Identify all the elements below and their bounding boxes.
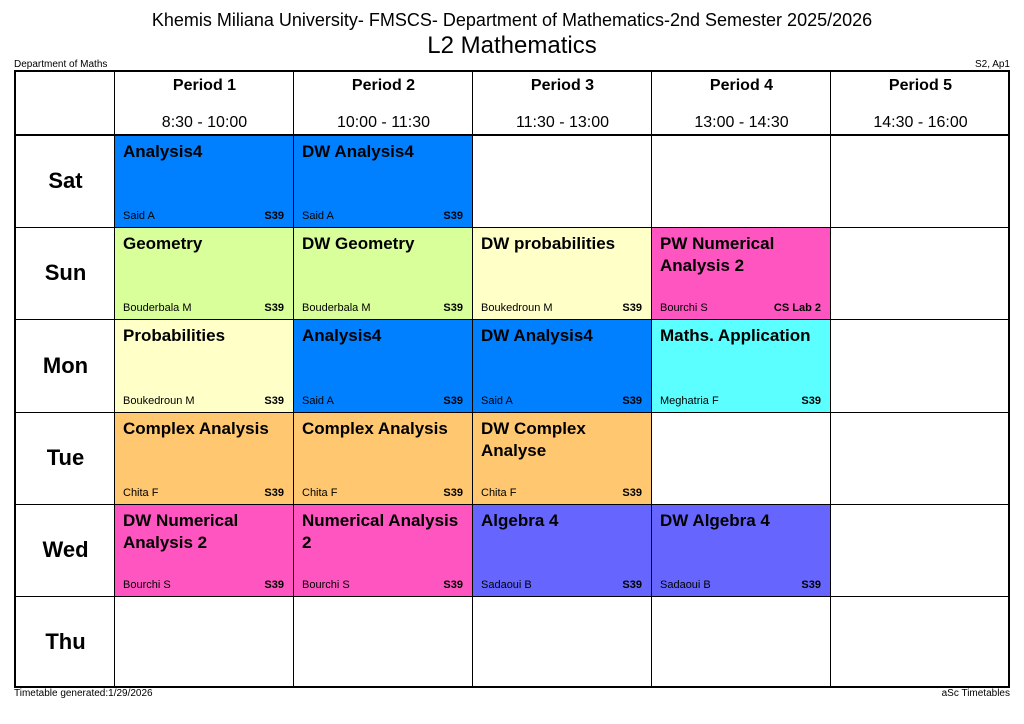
period-time: 11:30 - 13:00: [515, 114, 610, 131]
grid-line: [16, 227, 1008, 228]
lesson-cell[interactable]: [115, 412, 294, 504]
lesson-teacher: Bouderbala M: [302, 302, 371, 315]
grid-line: [293, 72, 294, 686]
lesson-cell[interactable]: [473, 319, 652, 411]
period-header: Period 1: [172, 77, 237, 94]
grid-line: [16, 134, 1008, 136]
timetable-grid: [14, 70, 1010, 688]
period-time: 13:00 - 14:30: [694, 114, 789, 131]
lesson-room: S39: [443, 302, 463, 315]
lesson-room: S39: [622, 302, 642, 315]
grid-line: [16, 504, 1008, 505]
period-time: 10:00 - 11:30: [336, 114, 431, 131]
lesson-teacher: Bouderbala M: [123, 302, 192, 315]
grid-line: [830, 72, 831, 686]
day-label: Wed: [42, 536, 89, 562]
lesson-subject: DW Analysis4: [302, 142, 414, 161]
period-header: Period 5: [888, 77, 953, 94]
lesson-room: S39: [622, 486, 642, 499]
lesson-subject: DW Complex Analyse: [481, 418, 586, 460]
day-label: Mon: [42, 352, 89, 378]
lesson-room: S39: [443, 578, 463, 591]
lesson-room: S39: [801, 394, 821, 407]
lesson-room: S39: [264, 302, 284, 315]
lesson-teacher: Sadaoui B: [481, 578, 532, 591]
lesson-teacher: Said A: [123, 210, 155, 223]
lesson-subject: Probabilities: [123, 326, 226, 346]
grid-line: [651, 72, 652, 686]
lesson-subject: DW Geometry: [302, 234, 415, 254]
day-label: Thu: [45, 629, 86, 655]
lesson-subject: Maths. Application: [660, 326, 811, 346]
lesson-room: S39: [443, 210, 463, 223]
lesson-subject: Complex Analysis: [123, 418, 269, 438]
lesson-cell[interactable]: [115, 135, 294, 227]
lesson-cell[interactable]: [473, 227, 652, 319]
lesson-teacher: Meghatria F: [660, 394, 719, 407]
lesson-room: S39: [264, 486, 284, 499]
lesson-cell[interactable]: [473, 504, 652, 596]
lesson-teacher: Chita F: [481, 486, 517, 499]
period-header: Period 3: [530, 77, 595, 94]
lesson-cell[interactable]: [294, 504, 473, 596]
grid-line: [16, 319, 1008, 320]
lesson-subject: DW Numerical Analysis 2: [123, 510, 239, 552]
day-label: Sun: [44, 260, 87, 286]
lesson-subject: DW Algebra 4: [660, 510, 770, 530]
day-label: Tue: [46, 444, 85, 470]
period-header: Period 2: [351, 77, 416, 94]
lesson-room: S39: [622, 394, 642, 407]
lesson-teacher: Bourchi S: [302, 578, 350, 591]
lesson-subject: Algebra 4: [481, 510, 559, 530]
lesson-room: S39: [443, 486, 463, 499]
generated-date: Timetable generated:1/29/2026: [14, 688, 153, 699]
period-time: 14:30 - 16:00: [873, 114, 968, 131]
lesson-subject: Geometry: [123, 234, 203, 254]
lesson-subject: DW probabilities: [481, 234, 616, 254]
lesson-cell[interactable]: [115, 319, 294, 411]
grid-line: [472, 72, 473, 686]
lesson-room: S39: [264, 210, 284, 223]
lesson-subject: Analysis4: [302, 326, 382, 346]
lesson-teacher: Chita F: [123, 486, 159, 499]
lesson-teacher: Said A: [481, 394, 513, 407]
lesson-cell[interactable]: [652, 319, 831, 411]
lesson-cell[interactable]: [115, 227, 294, 319]
lesson-subject: Analysis4: [123, 142, 203, 161]
lesson-cell[interactable]: [294, 412, 473, 504]
period-header: Period 4: [709, 77, 774, 94]
lesson-subject: Numerical Analysis 2: [302, 510, 459, 552]
lesson-cell[interactable]: [652, 227, 831, 319]
lesson-cell[interactable]: [473, 412, 652, 504]
grid-line: [114, 72, 115, 686]
day-label: Sat: [48, 168, 83, 194]
grid-line: [16, 596, 1008, 597]
lesson-subject: DW Analysis4: [481, 326, 593, 346]
period-time: 8:30 - 10:00: [161, 114, 248, 131]
lesson-teacher: Boukedroun M: [481, 302, 553, 315]
lesson-teacher: Bourchi S: [123, 578, 171, 591]
department-note: Department of Maths: [14, 59, 108, 70]
lesson-cell[interactable]: [294, 135, 473, 227]
lesson-teacher: Said A: [302, 394, 334, 407]
page-title: Khemis Miliana University- FMSCS- Department of Mathematics-2nd Semester 2025/2026: [151, 10, 873, 30]
class-code-note: S2, Ap1: [974, 59, 1010, 70]
lesson-room: S39: [264, 394, 284, 407]
lesson-subject: Complex Analysis: [302, 418, 448, 438]
lesson-cell[interactable]: [652, 504, 831, 596]
lesson-room: S39: [264, 578, 284, 591]
class-name-title: L2 Mathematics: [427, 32, 597, 59]
lesson-cell[interactable]: [294, 227, 473, 319]
lesson-room: CS Lab 2: [773, 302, 821, 315]
lesson-teacher: Chita F: [302, 486, 338, 499]
lesson-room: S39: [801, 578, 821, 591]
lesson-cell[interactable]: [294, 319, 473, 411]
lesson-teacher: Boukedroun M: [123, 394, 195, 407]
software-credit: aSc Timetables: [941, 688, 1010, 699]
lesson-room: S39: [622, 578, 642, 591]
lesson-cell[interactable]: [115, 504, 294, 596]
lesson-teacher: Sadaoui B: [660, 578, 711, 591]
lesson-room: S39: [443, 394, 463, 407]
grid-line: [16, 412, 1008, 413]
lesson-teacher: Bourchi S: [660, 302, 708, 315]
lesson-subject: PW Numerical Analysis 2: [660, 234, 775, 276]
lesson-teacher: Said A: [302, 210, 334, 223]
